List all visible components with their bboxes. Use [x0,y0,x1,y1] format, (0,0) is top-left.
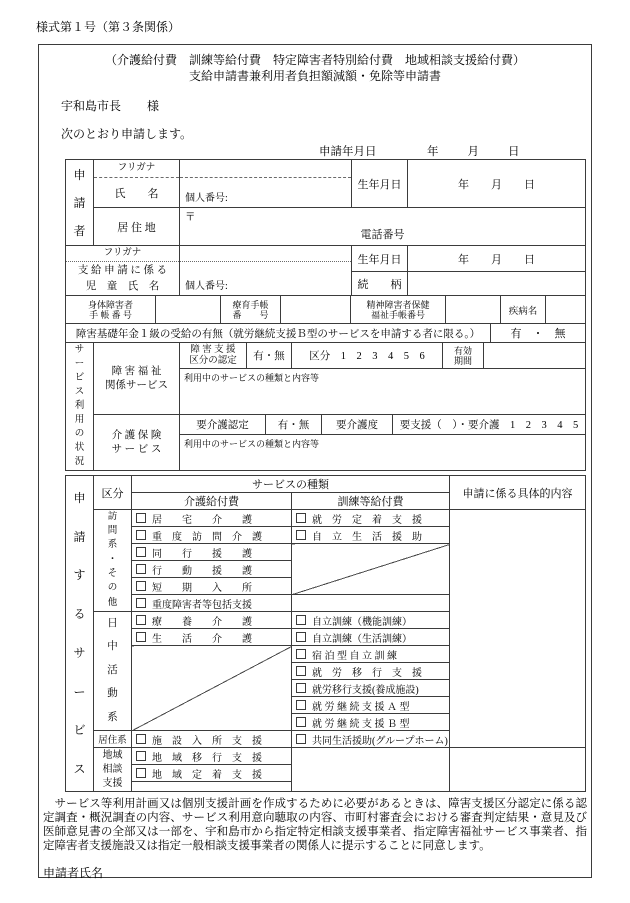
service-label: 地 域 移 行 支 援 [152,752,262,764]
service-row [292,510,450,527]
addressee-line [61,97,591,114]
service-row [292,612,450,629]
service-checkbox[interactable] [296,530,306,540]
applicant-furigana-field[interactable] [180,160,351,178]
empty-cell [292,748,450,792]
service-row [132,527,292,544]
relation-field[interactable] [408,272,586,296]
validity-period-field[interactable] [483,343,585,368]
service-checkbox[interactable] [136,768,146,778]
child-label-line2: 児 童 氏 名 [85,281,160,292]
diagonal-strikethrough-cell [292,544,450,595]
support-category-has-selector[interactable]: 有・無 [246,343,291,368]
mental-handbook-label: 精神障害者保健 福祉手帳番号 [351,296,446,324]
personal-number-label: 個人番号: [185,193,228,204]
service-row [292,697,450,714]
care-cert-row [180,415,586,435]
service-label: 居 宅 介 護 [152,514,252,526]
pension-question: 障害基礎年金１級の受給の有無（就労継続支援Ｂ型のサービスを申請する者に限る。） [66,324,491,343]
service-checkbox[interactable] [136,530,146,540]
signature-line [43,864,591,881]
address-label: 居 住 地 [94,208,180,246]
service-label: 自 立 生 活 援 助 [312,531,422,543]
support-category-scale-selector[interactable]: 区分 1 2 3 4 5 6 [291,343,442,368]
service-row [132,765,292,782]
service-label: 宿 泊 型 自 立 訓 練 [312,650,397,662]
service-checkbox[interactable] [296,666,306,676]
group-nicchu-label: 日 中 活 動 系 [94,612,132,731]
group-homon-label: 訪 問 系 ・ そ の 他 [94,510,132,612]
care-degree-scale-selector[interactable]: 要支援（ ）・要介護 1 2 3 4 5 [392,415,585,434]
application-date-line [39,142,591,159]
group-kyoju-label: 居住系 [94,731,132,748]
handbook-table [65,295,586,324]
service-checkbox[interactable] [136,734,146,744]
care-degree-label: 要介護度 [321,415,392,434]
service-label: 就 労 定 着 支 援 [312,514,422,526]
application-date-label: 申請年月日 [319,146,377,158]
service-label: 重 度 訪 問 介 護 [152,531,262,543]
detail-header: 申請に係る具体的内容 [450,476,586,510]
service-label: 就 労 移 行 支 援 [312,667,422,679]
service-checkbox[interactable] [136,513,146,523]
addressee: 宇和島市長 [61,99,122,113]
service-checkbox[interactable] [136,547,146,557]
disease-label: 疾病名 [501,296,546,324]
usage-section-label: サ ー ビ ス 利 用 の 状 況 [66,343,94,471]
form-title-line1: （介護給付費 訓練等給付費 特定障害者特別給付費 地域相談支援給付費） [104,53,525,67]
service-row [132,578,292,595]
child-furigana-label: フリガナ [66,246,179,262]
service-checkbox[interactable] [136,751,146,761]
applicant-birthdate-field[interactable]: 年 月 日 [408,160,586,208]
care-insurance-label: 介 護 保 険 サ ー ビ ス [94,415,180,471]
service-label: 就 労 継 続 支 援 Ｂ 型 [312,718,410,730]
service-label: 自立訓練（機能訓練） [312,616,412,628]
service-checkbox[interactable] [296,513,306,523]
service-row [132,612,292,629]
disability-cert-row [180,343,586,369]
service-row [292,714,450,731]
furigana-label: フリガナ [94,160,179,178]
birthdate-label: 生年月日 [352,160,408,208]
service-row [292,663,450,680]
care-has-selector[interactable]: 有・無 [265,415,321,434]
name-label: 氏 名 [114,188,159,200]
service-usage-table [65,342,586,471]
kunren-header: 訓練等給付費 [292,493,450,510]
pension-table [65,323,586,343]
service-row [132,510,292,527]
ryoiku-handbook-field[interactable] [281,296,351,324]
service-checkbox[interactable] [136,581,146,591]
applicant-table [65,159,586,296]
support-category-cert-label: 障 害 支 援 区分の認定 [189,345,237,366]
detail-field-2[interactable] [450,748,586,792]
service-row [292,680,450,697]
service-label: 地 域 定 着 支 援 [152,769,262,781]
group-chiiki-label: 地域 相談 支援 [94,748,132,792]
service-label: 施 設 入 所 支 援 [152,735,262,747]
disability-usage-note-field[interactable]: 利用中のサービスの種類と内容等 [180,369,586,415]
applicant-section-label: 申 請 者 [66,160,94,246]
relation-label: 続 柄 [352,272,408,296]
child-section-label [66,246,180,296]
service-checkbox[interactable] [136,632,146,642]
ryoiku-handbook-label: 療育手帳 番 号 [221,296,281,324]
pension-answer-selector[interactable]: 有 ・ 無 [491,324,586,343]
service-checkbox[interactable] [136,564,146,574]
service-checkbox[interactable] [296,649,306,659]
apply-services-table [65,475,586,792]
service-label: 自立訓練（生活訓練） [312,633,412,645]
child-personal-number-label: 個人番号: [185,281,228,292]
service-checkbox[interactable] [296,734,306,744]
service-label: 生 活 介 護 [152,633,252,645]
empty-cell [292,595,450,612]
kubun-header: 区分 [94,476,132,510]
service-checkbox[interactable] [296,683,306,693]
service-row [132,731,292,748]
diagonal-strikethrough-cell [132,646,292,731]
intro-text: 次のとおり申請します。 [61,127,193,141]
consent-text: サービス等利用計画又は個別支援計画を作成するために必要があるときは、障害支援区分認定に係る認定調査・概況調査の内容、サービス利用意向聴取の内容、市町村審査会における審査判定結果・意見及び医師意見書の全部又は一部を、宇和島市から指定特定相談支援事業者、指定障害福祉サービス事業者、指定障害者支援施設又は指定一般相談支援事業者の関係人に提示することに同意します。 [43,798,587,852]
service-type-header: サービスの種類 [132,476,450,493]
service-row [132,544,292,561]
physical-handbook-label: 身体障害者 手 帳 番 号 [66,296,156,324]
service-checkbox[interactable] [296,700,306,710]
disease-field[interactable] [546,296,586,324]
care-cert-label: 要介護認定 [196,420,249,431]
apply-section-label: 申 請 す る サ ー ビ ス [66,476,94,792]
child-name-field[interactable] [180,246,352,296]
care-usage-note-field[interactable]: 利用中のサービスの種類と内容等 [180,435,586,471]
service-label: 短 期 入 所 [152,582,252,594]
child-birthdate-label: 生年月日 [352,246,408,272]
empty-cell [132,782,292,792]
signature-label: 申請者氏名 [43,866,104,880]
physical-handbook-field[interactable] [156,296,221,324]
applicant-address-field[interactable] [180,208,586,246]
child-birthdate-field[interactable]: 年 月 日 [408,246,586,272]
service-checkbox[interactable] [136,615,146,625]
mental-handbook-field[interactable] [446,296,501,324]
service-label: 行 動 援 護 [152,565,252,577]
service-checkbox[interactable] [296,632,306,642]
disability-service-label: 障 害 福 祉 関係サービス [94,343,180,415]
detail-field-1[interactable] [450,510,586,748]
signature-field[interactable] [103,864,591,880]
validity-period-label: 有効 期間 [442,343,483,368]
service-row [292,629,450,646]
service-checkbox[interactable] [296,717,306,727]
service-row [132,561,292,578]
service-label: 就労移行支援(養成施設) [312,684,419,696]
service-checkbox[interactable] [296,615,306,625]
phone-label: 電話番号 [360,229,405,241]
service-label: 療 養 介 護 [152,616,252,628]
service-row [132,595,292,612]
form-border-box [38,44,592,878]
service-row [132,748,292,765]
child-furigana-field[interactable] [180,246,351,262]
form-number: 様式第１号（第３条関係） [36,20,181,34]
form-title-line2: 支給申請書兼利用者負担額減額・免除等申請書 [188,69,441,83]
postal-mark: 〒 [185,212,196,223]
service-label: 就 労 継 続 支 援 Ａ 型 [312,701,410,713]
service-row [132,629,292,646]
applicant-name-field[interactable] [180,160,352,208]
service-label: 同 行 援 護 [152,548,252,560]
kaigo-header: 介護給付費 [132,493,292,510]
service-checkbox[interactable] [136,598,146,608]
service-label: 重度障害者等包括支援 [152,599,252,611]
service-row [292,646,450,663]
service-label: 共同生活援助(グループホーム) [312,735,448,747]
addressee-honorific: 様 [147,99,160,113]
name-label-cell [94,160,180,208]
child-label-line1: 支 給 申 請 に 係 る [77,265,168,276]
service-row [292,527,450,544]
service-row [292,731,450,748]
application-date-field[interactable]: 年 月 日 [427,146,522,158]
